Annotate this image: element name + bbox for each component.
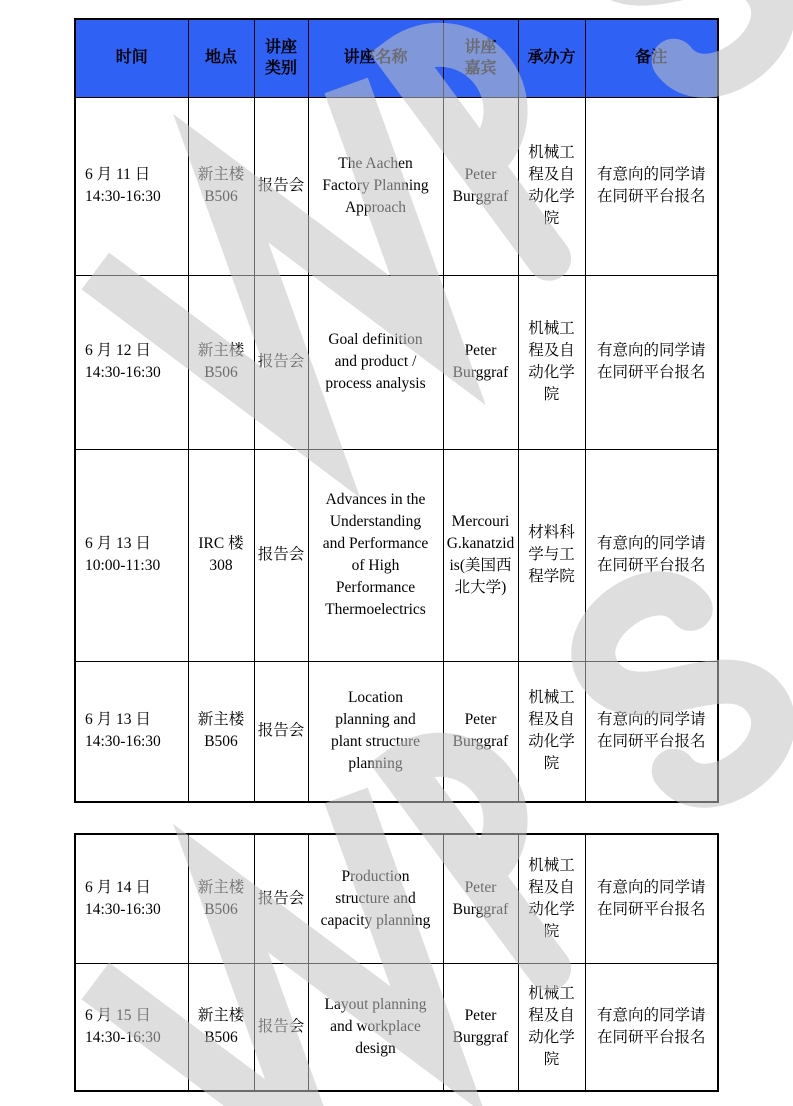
cell-organizer: 材料科学与工程学院 xyxy=(518,449,585,661)
header-cell-note: 备注 xyxy=(585,19,718,97)
cell-location: 新主楼 B506 xyxy=(188,834,254,963)
cell-note: 有意向的同学请在同研平台报名 xyxy=(585,834,718,963)
event-date: 6 月 13 日 xyxy=(85,535,151,552)
table-row xyxy=(75,449,718,661)
cell-type: 报告会 xyxy=(254,661,308,802)
event-date: 6 月 12 日 xyxy=(85,342,151,359)
table-row xyxy=(75,275,718,449)
cell-title: Advances in the Understanding and Performance of High Performance Thermoelectrics xyxy=(308,449,443,661)
cell-title: Production structure and capacity planning xyxy=(308,834,443,963)
cell-title: Layout planning and workplace design xyxy=(308,963,443,1091)
table-row xyxy=(75,834,718,963)
cell-guest: Mercouri G.kanatzidis(美国西北大学) xyxy=(443,449,518,661)
cell-guest: Peter Burggraf xyxy=(443,275,518,449)
cell-time xyxy=(75,449,188,661)
cell-time xyxy=(75,834,188,963)
cell-note: 有意向的同学请在同研平台报名 xyxy=(585,963,718,1091)
event-date: 6 月 14 日 xyxy=(85,878,151,896)
cell-guest: Peter Burggraf xyxy=(443,661,518,802)
cell-type: 报告会 xyxy=(254,963,308,1091)
event-time: 14:30-16:30 xyxy=(85,733,161,751)
header-type-label: 讲座类别 xyxy=(264,38,297,78)
header-cell-type xyxy=(254,19,308,97)
schedule-table-2 xyxy=(74,833,719,1092)
header-cell-title: 讲座名称 xyxy=(308,19,443,97)
cell-location: 新主楼 B506 xyxy=(188,97,254,275)
table-header-row xyxy=(75,19,718,97)
header-cell-organizer: 承办方 xyxy=(518,19,585,97)
event-time: 14:30-16:30 xyxy=(85,900,161,918)
cell-time xyxy=(75,275,188,449)
event-date: 6 月 13 日 xyxy=(85,711,151,729)
cell-type: 报告会 xyxy=(254,275,308,449)
cell-location: 新主楼 B506 xyxy=(188,963,254,1091)
cell-organizer: 机械工程及自动化学院 xyxy=(518,275,585,449)
event-time: 10:00-11:30 xyxy=(85,557,161,574)
cell-type: 报告会 xyxy=(254,834,308,963)
header-cell-location: 地点 xyxy=(188,19,254,97)
cell-note: 有意向的同学请在同研平台报名 xyxy=(585,449,718,661)
cell-time xyxy=(75,661,188,802)
cell-guest: Peter Burggraf xyxy=(443,963,518,1091)
cell-note: 有意向的同学请在同研平台报名 xyxy=(585,97,718,275)
header-guest-label: 讲座嘉宾 xyxy=(464,38,497,78)
cell-time xyxy=(75,963,188,1091)
cell-title: The Aachen Factory Planning Approach xyxy=(308,97,443,275)
cell-location: IRC 楼 308 xyxy=(188,449,254,661)
cell-note: 有意向的同学请在同研平台报名 xyxy=(585,661,718,802)
cell-organizer: 机械工程及自动化学院 xyxy=(518,834,585,963)
event-time: 14:30-16:30 xyxy=(85,364,161,381)
cell-time xyxy=(75,97,188,275)
table-row xyxy=(75,661,718,802)
cell-guest: Peter Burggraf xyxy=(443,834,518,963)
table-row xyxy=(75,963,718,1091)
cell-type: 报告会 xyxy=(254,449,308,661)
cell-organizer: 机械工程及自动化学院 xyxy=(518,661,585,802)
event-time: 14:30-16:30 xyxy=(85,1028,161,1046)
cell-title: Location planning and plant structure planning xyxy=(308,661,443,802)
event-date: 6 月 15 日 xyxy=(85,1006,151,1024)
cell-title: Goal definition and product / process analysis xyxy=(308,275,443,449)
event-time: 14:30-16:30 xyxy=(85,188,161,205)
cell-note: 有意向的同学请在同研平台报名 xyxy=(585,275,718,449)
header-cell-guest xyxy=(443,19,518,97)
cell-guest: Peter Burggraf xyxy=(443,97,518,275)
cell-type: 报告会 xyxy=(254,97,308,275)
cell-organizer: 机械工程及自动化学院 xyxy=(518,963,585,1091)
cell-location: 新主楼 B506 xyxy=(188,275,254,449)
event-date: 6 月 11 日 xyxy=(85,166,151,183)
table-row xyxy=(75,97,718,275)
schedule-table-1 xyxy=(74,18,719,803)
cell-location: 新主楼 B506 xyxy=(188,661,254,802)
cell-organizer: 机械工程及自动化学院 xyxy=(518,97,585,275)
header-cell-time: 时间 xyxy=(75,19,188,97)
